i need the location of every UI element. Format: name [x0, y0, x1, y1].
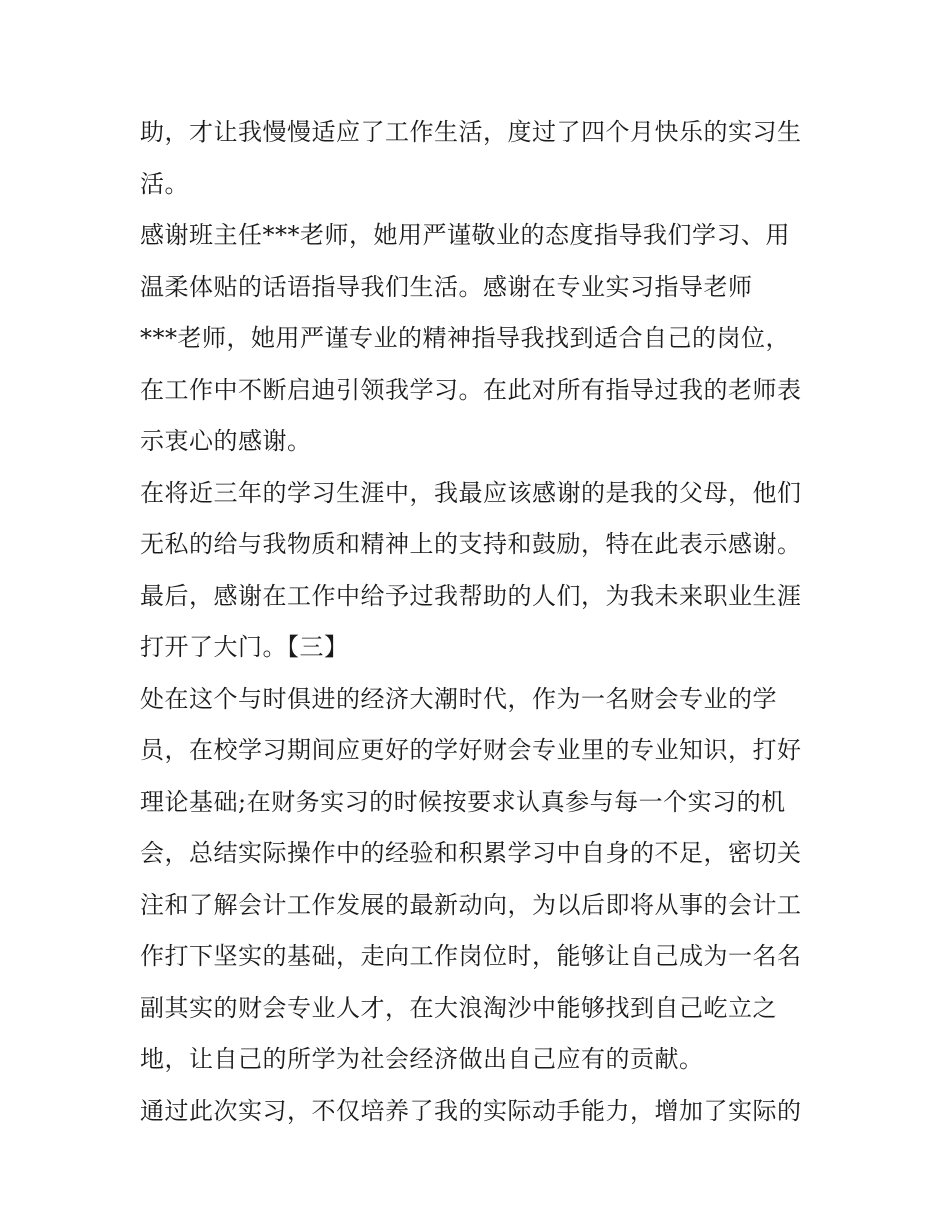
text-line: 示衷心的感谢。 [140, 427, 312, 455]
text-line: 副其实的财会专业人才，在大浪淘沙中能够找到自己屹立之 [140, 993, 777, 1022]
text-line: 作打下坚实的基础，走向工作岗位时，能够让自己成为一名名 [140, 942, 802, 970]
text-line: 处在这个与时俱进的经济大潮时代，作为一名财会专业的学 [140, 684, 777, 713]
text-line: 打开了大门。【三】 [140, 633, 349, 661]
body-text [140, 107, 820, 1137]
text-line: 在将近三年的学习生涯中，我最应该感谢的是我的父母，他们 [140, 478, 802, 507]
text-line: 理论基础;在财务实习的时候按要求认真参与每一个实习的机 [140, 787, 786, 816]
text-line: 感谢班主任***老师，她用严谨敬业的态度指导我们学习、用 [140, 221, 790, 249]
text-line: 通过此次实习，不仅培养了我的实际动手能力，增加了实际的 [140, 1096, 802, 1125]
text-line: 员，在校学习期间应更好的学好财会专业里的专业知识，打好 [140, 736, 802, 764]
text-line: 活。 [140, 169, 189, 198]
text-line: 注和了解会计工作发展的最新动向，为以后即将从事的会计工 [140, 890, 802, 919]
text-line: 助，才让我慢慢适应了工作生活，度过了四个月快乐的实习生 [140, 118, 802, 146]
text-line: 地，让自己的所学为社会经济做出自己应有的贡献。 [140, 1045, 704, 1073]
text-line: 在工作中不断启迪引领我学习。在此对所有指导过我的老师表 [140, 375, 802, 404]
text-line: 会，总结实际操作中的经验和积累学习中自身的不足，密切关 [140, 839, 802, 867]
text-line: ***老师，她用严谨专业的精神指导我找到适合自己的岗位， [140, 324, 790, 352]
text-line: 无私的给与我物质和精神上的支持和鼓励，特在此表示感谢。 [140, 530, 802, 558]
text-line: 最后，感谢在工作中给予过我帮助的人们，为我未来职业生涯 [140, 581, 802, 610]
text-line: 温柔体贴的话语指导我们生活。感谢在专业实习指导老师 [140, 272, 753, 301]
